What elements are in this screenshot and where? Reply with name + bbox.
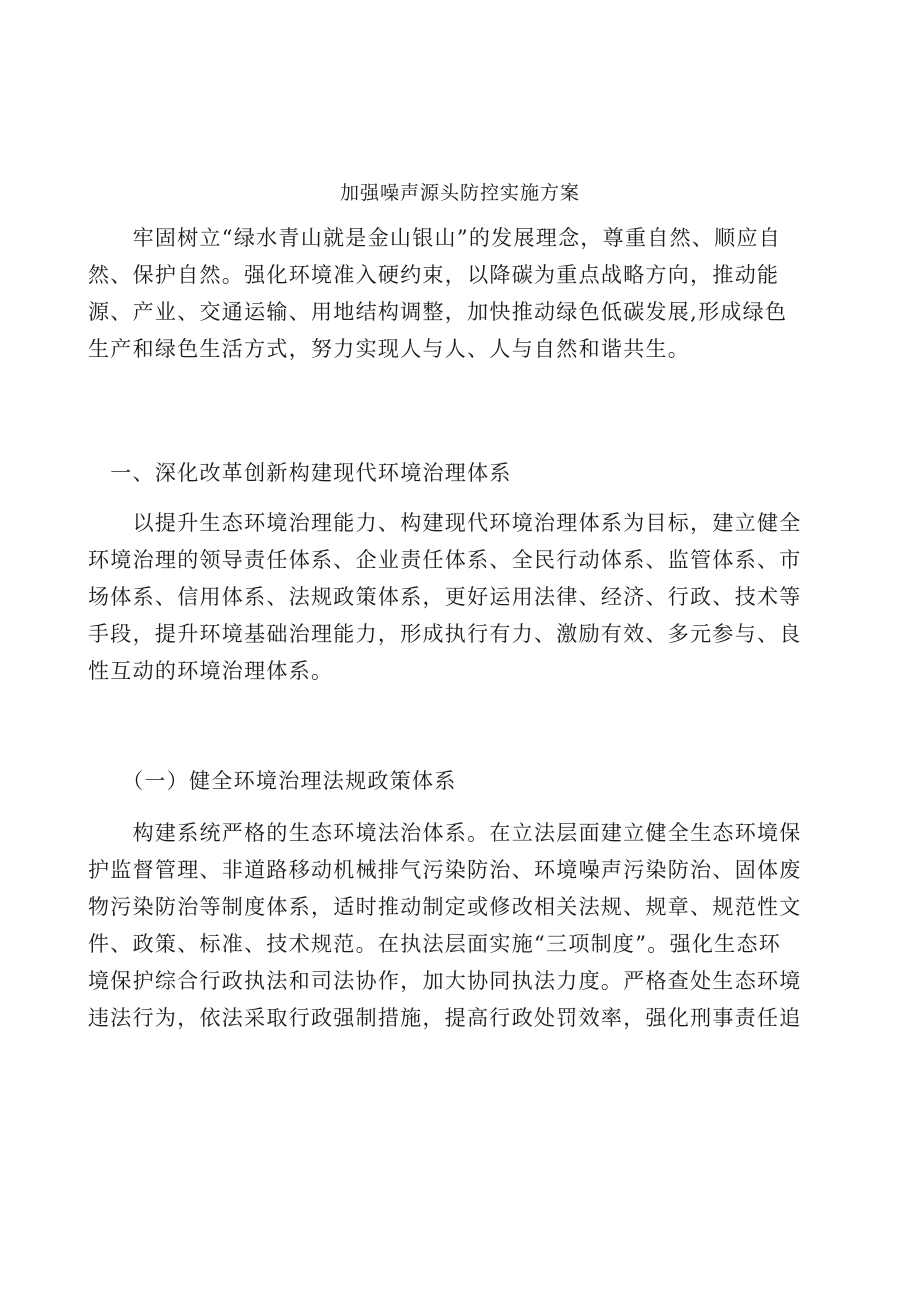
paragraph-line: 场体系、信用体系、法规政策体系，更好运用法律、经济、行政、技术等 bbox=[88, 585, 802, 609]
paragraph-line: 件、政策、标准、技术规范。在执法层面实施“三项制度”。强化生态环 bbox=[88, 932, 782, 956]
paragraph-line: 护监督管理、非道路移动机械排气污染防治、环境噪声污染防治、固体废 bbox=[88, 858, 802, 882]
paragraph-line: 以提升生态环境治理能力、构建现代环境治理体系为目标，建立健全 bbox=[88, 511, 802, 535]
paragraph-line: 违法行为，依法采取行政强制措施，提高行政处罚效率，强化刑事责任追 bbox=[88, 1006, 802, 1030]
paragraph-line: 环境治理的领导责任体系、企业责任体系、全民行动体系、监管体系、市 bbox=[88, 548, 802, 572]
paragraph-line: 生产和绿色生活方式，努力实现人与人、人与自然和谐共生。 bbox=[88, 337, 691, 361]
subsection-heading-1 bbox=[88, 763, 833, 800]
paragraph-line: 源、产业、交通运输、用地结构调整，加快推动绿色低碳发展,形成绿色 bbox=[88, 300, 788, 324]
heading-text: （一）健全环境治理法规政策体系 bbox=[88, 769, 457, 793]
paragraph-subsection-1 bbox=[88, 815, 833, 1037]
paragraph-line: 构建系统严格的生态环境法治体系。在立法层面建立健全生态环境保 bbox=[88, 821, 802, 845]
paragraph-line: 牢固树立“绿水青山就是金山银山”的发展理念，尊重自然、顺应自 bbox=[88, 226, 782, 250]
paragraph-intro bbox=[88, 220, 833, 368]
paragraph-line: 境保护综合行政执法和司法协作，加大协同执法力度。严格查处生态环境 bbox=[88, 969, 802, 993]
heading-text: 一、深化改革创新构建现代环境治理体系 bbox=[88, 461, 512, 485]
paragraph-line: 手段，提升环境基础治理能力，形成执行有力、激励有效、多元参与、良 bbox=[88, 622, 802, 646]
paragraph-line: 性互动的环境治理体系。 bbox=[88, 659, 334, 683]
paragraph-line: 物污染防治等制度体系，适时推动制定或修改相关法规、规章、规范性文 bbox=[88, 895, 802, 919]
paragraph-line: 然、保护自然。强化环境准入硬约束，以降碳为重点战略方向，推动能 bbox=[88, 263, 780, 287]
document-title: 加强噪声源头防控实施方案 bbox=[339, 182, 580, 204]
section-heading-1 bbox=[88, 455, 833, 492]
paragraph-section-1 bbox=[88, 505, 833, 690]
